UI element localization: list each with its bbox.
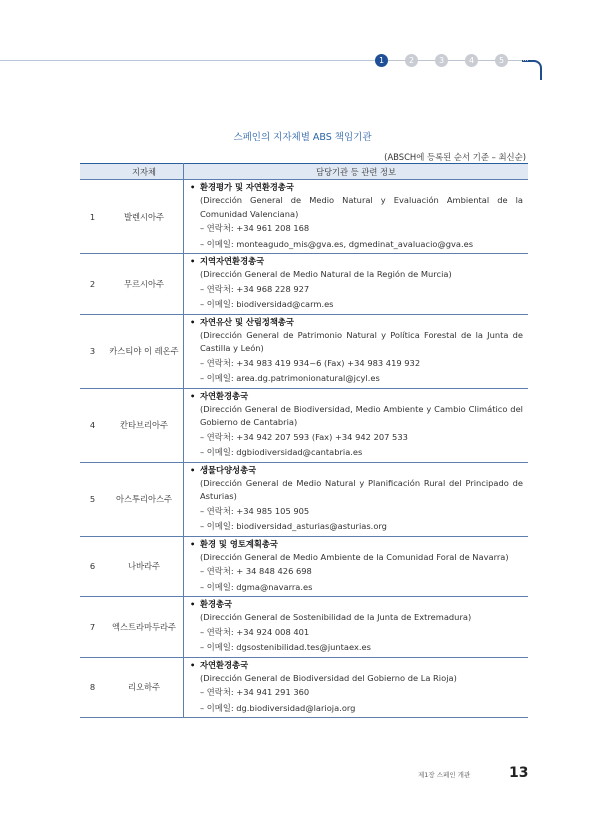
agency-name-line [190, 659, 523, 672]
header-region: 지자체 [105, 164, 184, 180]
agency-spanish-name: (Dirección General de Sostenibilidad de la Junta de Extremadura) [200, 612, 472, 622]
contact-phone: – 연락처: +34 942 207 593 (Fax) +34 942 207 533 [200, 431, 408, 442]
contact-phone: – 연락처: +34 961 208 168 [200, 223, 310, 233]
contact-email: – 이메일: monteagudo_mis@gva.es, dgmedinat_avaluacio@gva.es [200, 238, 474, 249]
agency-name-line [190, 464, 523, 477]
footer-section: 제1장 스페인 개관 [418, 771, 471, 779]
agency-name-line [190, 390, 523, 403]
agency-name: 자연환경총국 [200, 390, 249, 401]
step-connector [508, 60, 528, 61]
abs-authority-table [80, 163, 528, 718]
bullet-icon: • [190, 659, 196, 670]
agency-name-line [190, 598, 523, 611]
table-row [80, 180, 528, 254]
table-row [80, 314, 528, 388]
table-row [80, 536, 528, 597]
agency-info [184, 597, 529, 658]
agency-spanish-name: (Dirección General de Patrimonio Natural y Política Forestal de la Junta de Castilla y León) [200, 329, 523, 353]
region-name: 무르시아주 [105, 254, 184, 315]
step-indicator-3: 3 [435, 54, 448, 67]
contact-phone: – 연락처: +34 968 228 927 [200, 283, 310, 294]
region-name: 카스티야 이 레온주 [105, 314, 184, 388]
row-number: 6 [80, 536, 105, 597]
bullet-icon: • [190, 538, 196, 549]
table-row [80, 597, 528, 658]
contact-email: – 이메일: dgsostenibilidad.tes@juntaex.es [200, 642, 371, 652]
agency-name: 자연유산 및 산림정책총국 [200, 316, 294, 327]
table-row [80, 388, 528, 462]
agency-info [184, 180, 529, 254]
agency-name: 생물다양성총국 [200, 464, 257, 475]
bullet-icon: • [190, 390, 196, 401]
bullet-icon: • [190, 464, 196, 475]
table-row [80, 462, 528, 536]
agency-info [184, 254, 529, 315]
agency-spanish-name: (Dirección General de Medio Natural de la Región de Murcia) [200, 269, 452, 279]
header-number [80, 164, 105, 180]
agency-name: 환경평가 및 자연환경총국 [200, 182, 294, 192]
row-number: 2 [80, 254, 105, 315]
agency-spanish-name: (Dirección General de Medio Natural y Evaluación Ambiental de la Comunidad Valenciana) [200, 195, 523, 219]
contact-email: – 이메일: dgbiodiversidad@cantabria.es [200, 447, 363, 457]
agency-name-line [190, 538, 523, 551]
step-connector [418, 60, 435, 61]
agency-spanish-name: (Dirección General de Biodiversidad del Gobierno de La Rioja) [200, 672, 457, 683]
step-connector [478, 60, 495, 61]
bullet-icon: • [190, 599, 196, 609]
row-number: 1 [80, 180, 105, 254]
header-info: 담당기관 등 관련 정보 [184, 164, 529, 180]
chapter-progress [375, 52, 528, 68]
table-header-row [80, 164, 528, 180]
agency-info [184, 462, 529, 536]
table-row [80, 254, 528, 315]
row-number: 4 [80, 388, 105, 462]
agency-spanish-name: (Dirección General de Medio Natural y Planificación Rural del Principado de Asturias) [200, 477, 523, 501]
bullet-icon: • [190, 182, 196, 192]
row-number: 8 [80, 657, 105, 718]
bullet-icon: • [190, 256, 196, 266]
contact-email: – 이메일: area.dg.patrimonionatural@jcyl.es [200, 373, 380, 383]
contact-email: – 이메일: biodiversidad@carm.es [200, 299, 334, 309]
row-number: 3 [80, 314, 105, 388]
table-title: 스페인의 지자체별 ABS 책임기관 [233, 132, 372, 143]
step-connector [448, 60, 465, 61]
contact-phone: – 연락처: + 34 848 426 698 [200, 566, 312, 576]
contact-phone: – 연락처: +34 941 291 360 [200, 687, 310, 697]
contact-phone: – 연락처: +34 983 419 934~6 (Fax) +34 983 419 932 [200, 357, 421, 368]
region-name: 아스투리아스주 [105, 462, 184, 536]
agency-name-line [190, 255, 523, 268]
table-row [80, 657, 528, 718]
step-connector [388, 60, 405, 61]
step-indicator-5: 5 [495, 54, 508, 67]
agency-name: 환경 및 영토계획총국 [200, 538, 278, 549]
agency-name-line [190, 316, 523, 329]
region-name: 칸타브리아주 [105, 388, 184, 462]
agency-info [184, 314, 529, 388]
agency-name-line [190, 181, 523, 194]
step-indicator-2: 2 [405, 54, 418, 67]
agency-info [184, 536, 529, 597]
region-name: 발렌시아주 [105, 180, 184, 254]
contact-email: – 이메일: dgma@navarra.es [200, 581, 313, 592]
agency-spanish-name: (Dirección General de Biodiversidad, Medio Ambiente y Cambio Climático del Gobierno de Cantabria) [200, 403, 523, 427]
agency-name: 환경총국 [200, 599, 233, 609]
region-name: 엑스트라마두라주 [105, 597, 184, 658]
bullet-icon: • [190, 316, 196, 327]
contact-email: – 이메일: dg.biodiversidad@larioja.org [200, 702, 356, 713]
step-indicator-4: 4 [465, 54, 478, 67]
contact-email: – 이메일: biodiversidad_asturias@asturias.org [200, 521, 387, 531]
table-body [80, 180, 528, 718]
agency-info [184, 388, 529, 462]
agency-name: 지역자연환경총국 [200, 256, 265, 266]
table-note: (ABSCH에 등록된 순서 기준 – 최신순) [384, 152, 526, 162]
page-number: 13 [509, 765, 529, 781]
agency-name: 자연환경총국 [200, 659, 249, 670]
row-number: 5 [80, 462, 105, 536]
agency-spanish-name: (Dirección General de Medio Ambiente de la Comunidad Foral de Navarra) [200, 551, 509, 562]
region-name: 리오하주 [105, 657, 184, 718]
contact-phone: – 연락처: +34 985 105 905 [200, 505, 310, 516]
region-name: 나바라주 [105, 536, 184, 597]
contact-phone: – 연락처: +34 924 008 401 [200, 626, 310, 637]
step-indicator-1: 1 [375, 54, 388, 67]
row-number: 7 [80, 597, 105, 658]
agency-info [184, 657, 529, 718]
